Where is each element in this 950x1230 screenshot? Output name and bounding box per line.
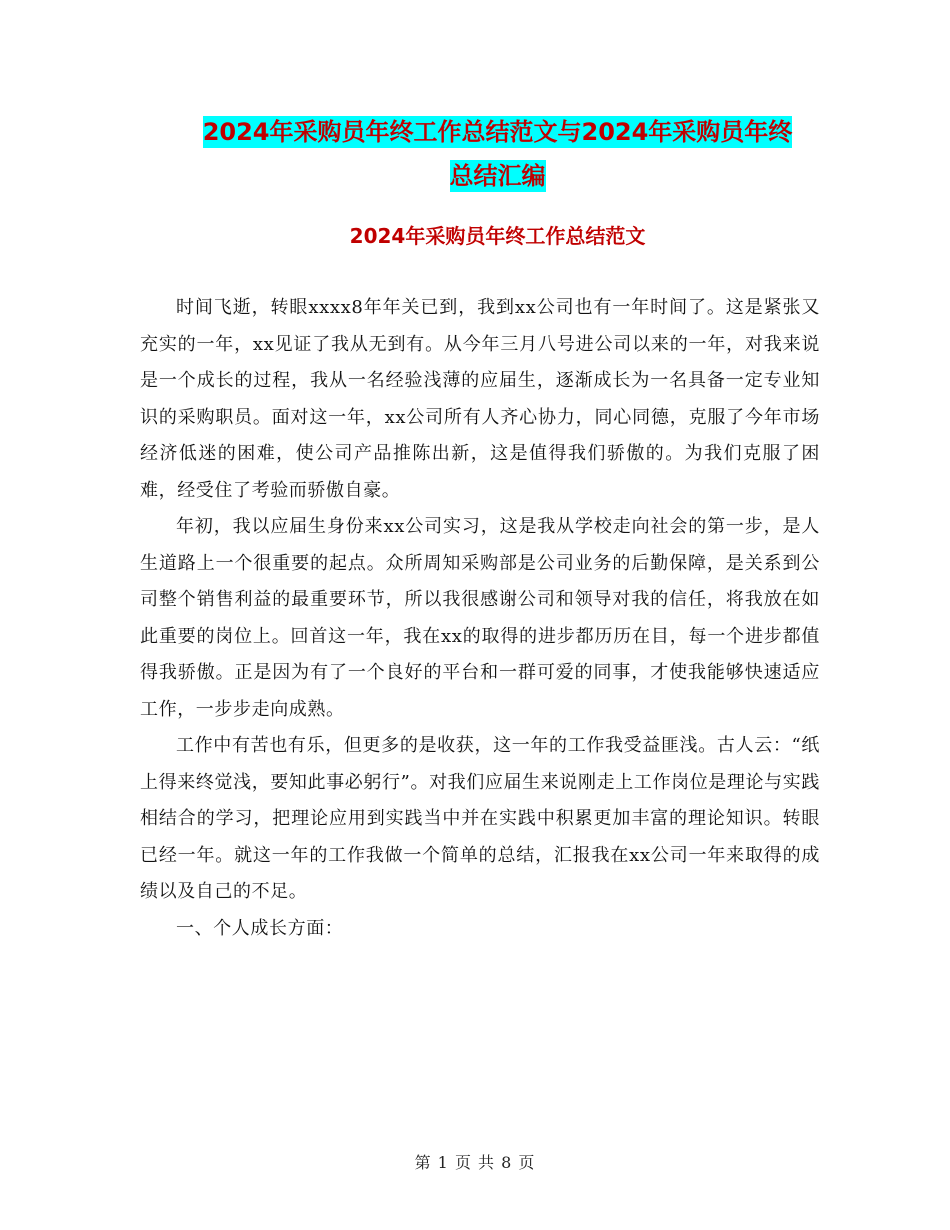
paragraph: 工作中有苦也有乐，但更多的是收获，这一年的工作我受益匪浅。古人云：“纸上得来终觉浅，要知此事必躬行”。对我们应届生来说刚走上工作岗位是理论与实践相结合的学习，把理论应用到实践当中并在实践中积累更加丰富的理论知识。转眼已经一年。就这一年的工作我做一个简单的总结，汇报我在xx公司一年来取得的成绩以及自己的不足。 xyxy=(140,735,820,902)
title-line-1: 2024年采购员年终工作总结范文与2024年采购员年终 xyxy=(202,118,793,146)
document-title xyxy=(140,110,855,198)
title-line-2: 总结汇编 xyxy=(449,162,546,190)
document-body xyxy=(140,290,820,947)
page-footer: 第 1 页 共 8 页 xyxy=(414,1153,536,1172)
section-heading: 一、个人成长方面： xyxy=(176,917,344,939)
paragraph: 时间飞逝，转眼xxxx8年年关已到，我到xx公司也有一年时间了。这是紧张又充实的一年，xx见证了我从无到有。从今年三月八号进公司以来的一年，对我来说是一个成长的过程，我从一名经验浅薄的应届生，逐渐成长为一名具备一定专业知识的采购职员。面对这一年，xx公司所有人齐心协力，同心同德，克服了今年市场经济低迷的困难，使公司产品推陈出新，这是值得我们骄傲的。为我们克服了困难，经受住了考验而骄傲自豪。 xyxy=(140,297,820,501)
section-title: 2024年采购员年终工作总结范文 xyxy=(349,224,646,248)
paragraph: 年初，我以应届生身份来xx公司实习，这是我从学校走向社会的第一步，是人生道路上一个很重要的起点。众所周知采购部是公司业务的后勤保障，是关系到公司整个销售利益的最重要环节，所以我很感谢公司和领导对我的信任，将我放在如此重要的岗位上。回首这一年，我在xx的取得的进步都历历在目，每一个进步都值得我骄傲。正是因为有了一个良好的平台和一群可爱的同事，才使我能够快速适应工作，一步步走向成熟。 xyxy=(140,516,820,720)
